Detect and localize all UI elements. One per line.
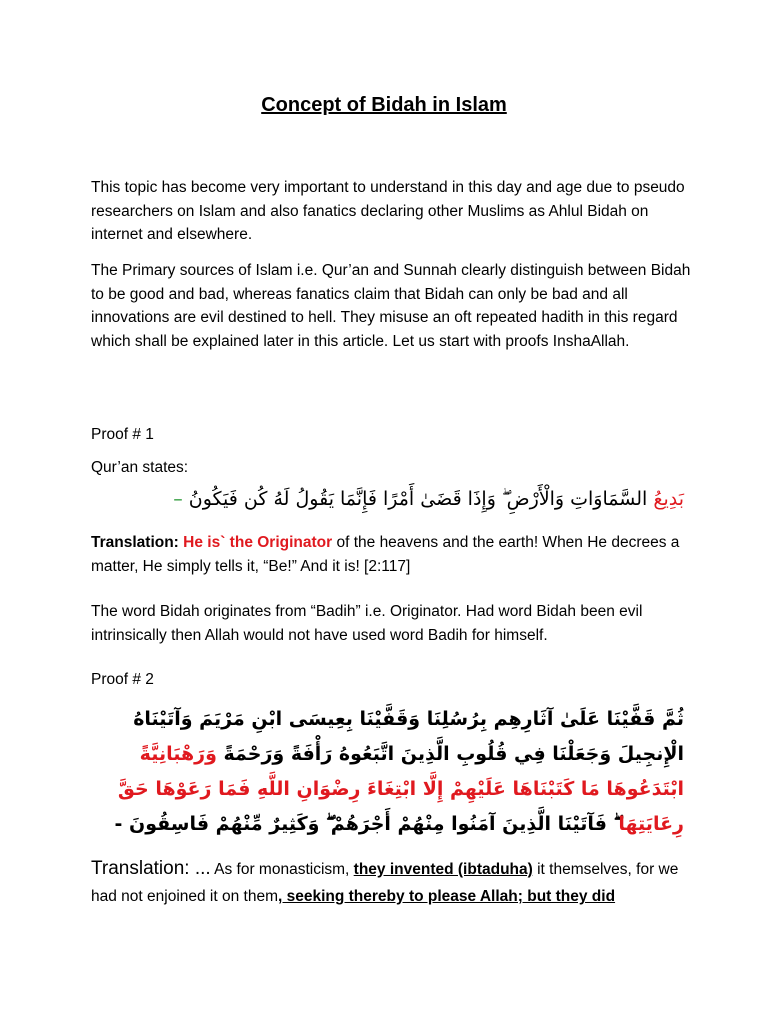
- arabic-dash: –: [173, 488, 189, 510]
- proof-1-note: The word Bidah originates from “Badih” i.e. Originator. Had word Bidah been evil intrinsically then Allah would not have used word Badih for himself.: [91, 603, 643, 644]
- translation-text-1: As for monasticism,: [210, 861, 354, 878]
- translation-highlight-seeking: , seeking thereby to please Allah; but they did: [278, 888, 616, 905]
- proof-2-heading: Proof # 2: [91, 671, 154, 688]
- arabic-verse-part-1: ثُمَّ قَفَّيْنَا عَلَىٰ آثَارِهِم بِرُسُلِنَا وَقَفَّيْنَا بِعِيسَى ابْنِ مَرْيَمَ وَآتَيْنَاهُ الْإِنجِيلَ وَجَعَلْنَا فِي قُلُوبِ الَّذِينَ اتَّبَعُوهُ رَأْفَةً وَرَحْمَةً: [133, 708, 684, 765]
- proof-1-intro: Qur’an states:: [91, 459, 189, 476]
- intro-paragraph-2: The Primary sources of Islam i.e. Qur’an and Sunnah clearly distinguish between Bidah to be good and bad, whereas fanatics claim that Bidah can only be bad and all innovations are evil destined to hell. They misuse an oft repeated hadith in this regard which shall be explained later in this article. Let us start with proofs InshaAllah.: [91, 262, 691, 350]
- arabic-verse-text: السَّمَاوَاتِ وَالْأَرْضِ ۖ وَإِذَا قَضَىٰ أَمْرًا فَإِنَّمَا يَقُولُ لَهُ كُن فَيَكُونُ: [188, 488, 654, 510]
- translation-label: Translation: ...: [91, 858, 211, 879]
- proof-2-translation: [91, 855, 691, 910]
- proof-1-translation: [91, 531, 691, 578]
- proof-2-arabic-verse: [90, 702, 684, 842]
- intro-paragraph-1: This topic has become very important to understand in this day and age due to pseudo researchers on Islam and also fanatics declaring other Muslims as Ahlul Bidah on internet and elsewhere.: [91, 179, 685, 243]
- arabic-dash: -: [114, 813, 129, 835]
- translation-text-2: it themselves, for we had not enjoined it on them: [91, 861, 679, 905]
- arabic-verse-part-2: ۖ فَآتَيْنَا الَّذِينَ آمَنُوا مِنْهُمْ أَجْرَهُمْ ۖ وَكَثِيرٌ مِّنْهُمْ فَاسِقُونَ: [129, 813, 619, 835]
- proof-1-arabic-verse: [90, 484, 684, 514]
- translation-text: of the heavens and the earth! When He decrees a matter, He simply tells it, “Be!” And it is! [2:117]: [91, 534, 680, 575]
- arabic-highlight-monasticism: وَرَهْبَانِيَّةً ابْتَدَعُوهَا مَا كَتَبْنَاهَا عَلَيْهِمْ إِلَّا ابْتِغَاءَ رِضْوَانِ اللَّهِ فَمَا رَعَوْهَا حَقَّ رِعَايَتِهَا: [117, 743, 684, 835]
- arabic-highlight-badi: بَدِيعُ: [653, 488, 684, 510]
- translation-highlight: He is` the Originator: [183, 534, 333, 551]
- translation-highlight-invented: they invented (ibtaduha): [353, 861, 533, 878]
- document-title: Concept of Bidah in Islam: [261, 94, 507, 116]
- proof-1-heading: Proof # 1: [91, 426, 154, 443]
- translation-label: Translation:: [91, 534, 179, 551]
